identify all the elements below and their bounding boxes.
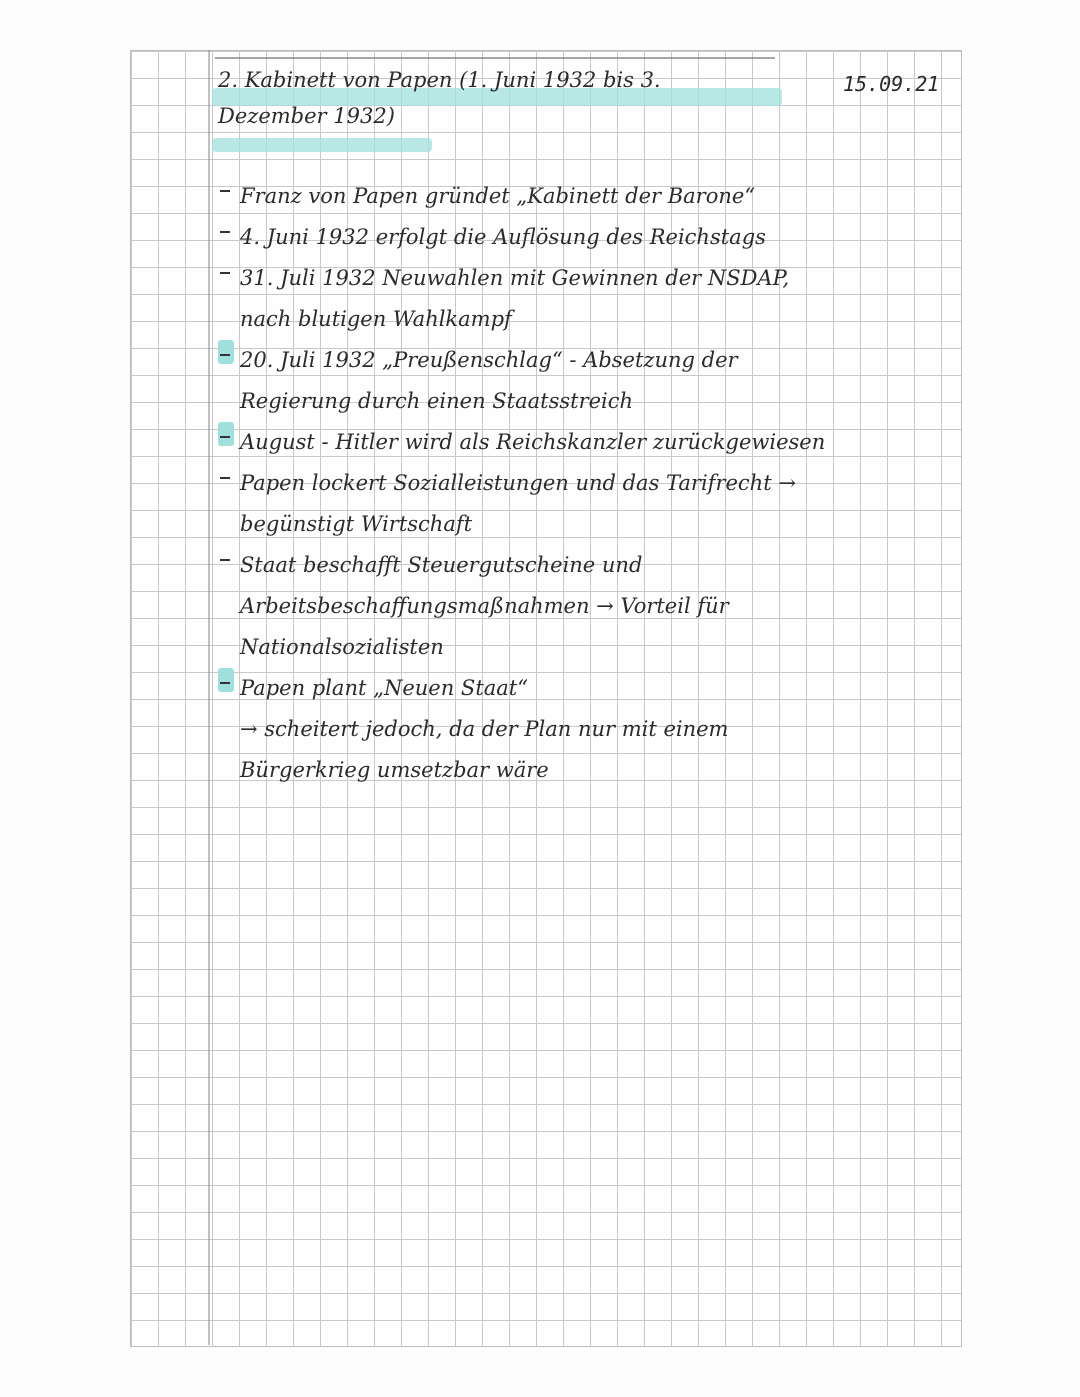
bullet-dash — [218, 217, 234, 241]
list-item-text: Papen plant „Neuen Staat“ — [240, 676, 528, 700]
bullet-dash — [218, 176, 234, 200]
list-item-text: Franz von Papen gründet „Kabinett der Barone“ — [240, 184, 756, 208]
notes-heading — [218, 68, 838, 140]
list-item-text: 4. Juni 1932 erfolgt die Auflösung des Reichstags — [240, 225, 766, 249]
list-item — [218, 668, 838, 709]
bullet-dash-highlighted — [218, 668, 234, 692]
list-item-text: 20. Juli 1932 „Preußenschlag“ - Absetzung der Regierung durch einen Staatsstreich — [240, 348, 738, 413]
follow-up-note — [218, 709, 838, 791]
bullet-dash-highlighted — [218, 340, 234, 364]
handwritten-notes — [218, 68, 838, 791]
margin-line — [208, 50, 210, 1345]
heading-line-1: 2. Kabinett von Papen (1. Juni 1932 bis 3. — [218, 68, 661, 92]
list-item-text: August - Hitler wird als Reichskanzler zurückgewiesen — [240, 430, 826, 454]
list-item — [218, 422, 838, 463]
list-item — [218, 340, 838, 422]
follow-up-text: → scheitert jedoch, da der Plan nur mit einem Bürgerkrieg umsetzbar wäre — [240, 717, 729, 782]
list-item — [218, 463, 838, 545]
list-item — [218, 217, 838, 258]
bullet-dash — [218, 258, 234, 282]
bullet-dash — [218, 545, 234, 569]
list-item-text: Papen lockert Sozialleistungen und das Tarifrecht → begünstigt Wirtschaft — [240, 471, 796, 536]
heading-rule — [215, 57, 775, 59]
list-item-text: Staat beschafft Steuergutscheine und Arbeitsbeschaffungsmaßnahmen → Vorteil für Nationalsozialisten — [240, 553, 729, 659]
heading-line-2: Dezember 1932) — [218, 104, 395, 128]
bullet-dash-highlighted — [218, 422, 234, 446]
list-item-text: 31. Juli 1932 Neuwahlen mit Gewinnen der NSDAP, nach blutigen Wahlkampf — [240, 266, 790, 331]
heading-highlight — [212, 138, 432, 152]
list-item — [218, 258, 838, 340]
note-date: 15.09.21 — [843, 72, 940, 96]
bullet-dash — [218, 463, 234, 487]
list-item — [218, 545, 838, 668]
list-item — [218, 176, 838, 217]
